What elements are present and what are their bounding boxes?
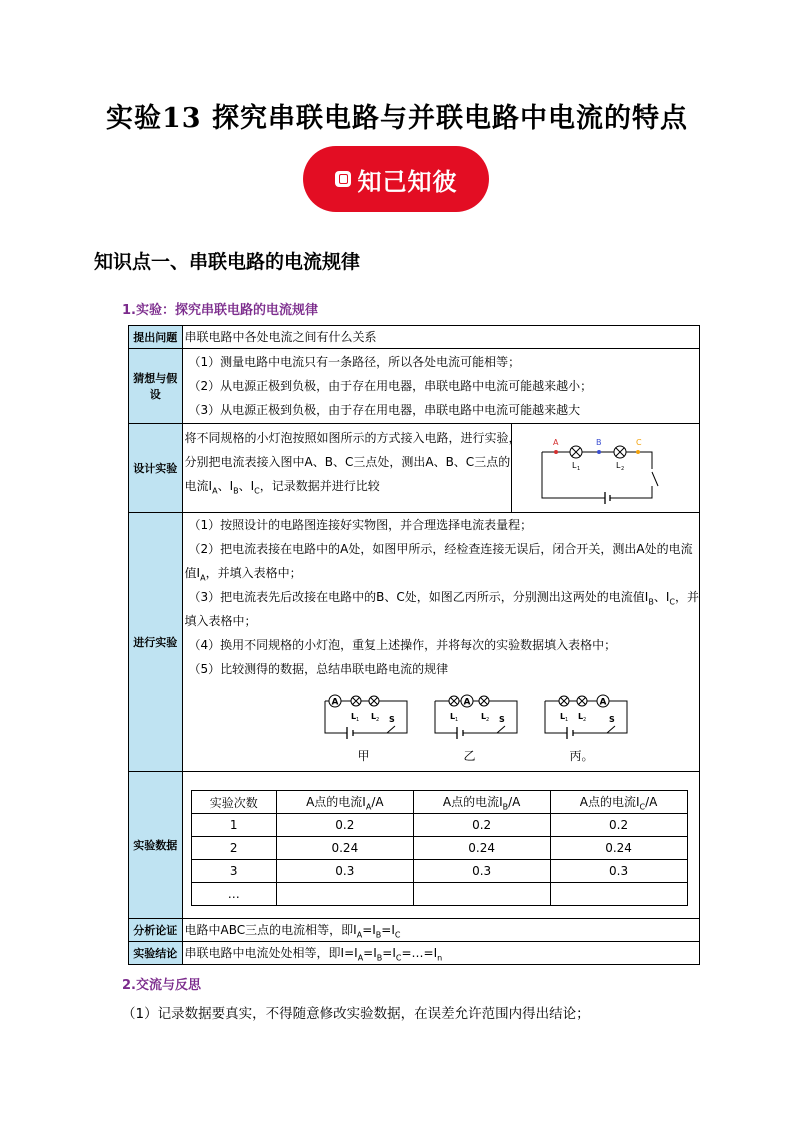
svg-text:A: A xyxy=(599,697,607,708)
table-row: 2 0.24 0.24 0.24 xyxy=(191,837,687,860)
caption-bing: 丙。 xyxy=(569,749,594,763)
badge-button xyxy=(303,146,489,212)
svg-text:S: S xyxy=(608,715,615,724)
header-b: A点的电流$I_B/A$ xyxy=(413,791,550,814)
label-analysis: 分析论证 xyxy=(129,919,183,942)
row-hypothesis xyxy=(129,349,700,424)
svg-text:2: 2 xyxy=(582,717,586,723)
circuit-yi xyxy=(431,691,521,743)
row-conclusion xyxy=(129,942,700,965)
hypothesis-text: （1）测量电路中电流只有一条路径，所以各处电流可能相等； （2）从电源正极到负极，由于存在用电器，串联电路中电流可能越来越小； （3）从电源正极到负极，由于存在用电器，串联电路中电流可能越来越大 xyxy=(182,349,699,424)
question-text: 串联电路中各处电流之间有什么关系 xyxy=(182,326,699,349)
svg-text:S: S xyxy=(388,715,395,724)
svg-text:L: L xyxy=(480,712,486,721)
caption-jia: 甲 xyxy=(357,749,370,763)
data-table xyxy=(191,790,688,906)
page-title: 实验13 探究串联电路与并联电路中电流的特点 xyxy=(106,103,688,134)
row-analysis xyxy=(129,919,700,942)
row-procedure xyxy=(129,513,700,772)
point-a-label: A xyxy=(552,438,559,447)
svg-text:L: L xyxy=(370,712,376,721)
measurement-circuits xyxy=(311,691,641,743)
label-hypothesis: 猜想与假设 xyxy=(129,349,183,424)
svg-text:L: L xyxy=(577,712,583,721)
svg-text:L: L xyxy=(350,712,356,721)
design-text: 将不同规格的小灯泡按照如图所示的方式接入电路，进行实验， 分别把电流表接入图中A、B、C三点处，测出A、B、C三点的 电流$I_A$、$I_B$、$I_C$，记录数据并进行比较 xyxy=(184,431,521,496)
svg-text:L: L xyxy=(571,461,577,470)
circuit-jia xyxy=(321,691,411,743)
analysis-text: 电路中ABC三点的电流相等，即$I_A=I_B=I_C$ xyxy=(182,919,699,942)
svg-text:2: 2 xyxy=(375,717,379,723)
svg-text:1: 1 xyxy=(355,717,359,723)
svg-text:L: L xyxy=(615,461,621,470)
header-c: A点的电流$I_C/A$ xyxy=(550,791,687,814)
row-question xyxy=(129,326,700,349)
svg-text:1: 1 xyxy=(576,466,580,472)
subheading-reflection: 2.交流与反思 xyxy=(122,978,201,993)
header-count: 实验次数 xyxy=(191,791,276,814)
svg-text:L: L xyxy=(559,712,565,721)
row-design xyxy=(129,424,700,513)
table-row: 1 0.2 0.2 0.2 xyxy=(191,814,687,837)
circuit-bing xyxy=(541,691,631,743)
subheading-experiment: 1.实验：探究串联电路的电流规律 xyxy=(122,303,318,318)
table-row: … xyxy=(191,883,687,906)
section-heading: 知识点一、串联电路的电流规律 xyxy=(94,251,361,273)
svg-text:L: L xyxy=(449,712,455,721)
reflection-item: （1）记录数据要真实，不得随意修改实验数据，在误差允许范围内得出结论； xyxy=(122,1006,590,1022)
svg-text:A: A xyxy=(463,697,471,708)
label-question: 提出问题 xyxy=(129,326,183,349)
row-data xyxy=(129,772,700,919)
point-c-label: C xyxy=(635,438,642,447)
table-header-row xyxy=(191,791,687,814)
svg-text:2: 2 xyxy=(620,466,624,472)
bookmark-icon xyxy=(335,171,351,187)
label-design: 设计实验 xyxy=(129,424,183,513)
label-procedure: 进行实验 xyxy=(129,513,183,772)
svg-text:2: 2 xyxy=(485,717,489,723)
table-row: 3 0.3 0.3 0.3 xyxy=(191,860,687,883)
header-a: A点的电流$I_A/A$ xyxy=(276,791,413,814)
caption-yi: 乙 xyxy=(463,749,476,763)
svg-text:S: S xyxy=(498,715,505,724)
procedure-text: （1）按照设计的电路图连接好实物图，并合理选择电流表量程； （2）把电流表接在电路中的A处，如图甲所示，经检查连接无误后，闭合开关，测出A处的电流 值$I_A$，并填入表格中； （3）把电流表先后改接在电路中的B、C处，如图乙丙所示，分别测出这两处的电流值$I_B$、$I_C$，并 填入表格中； （4）换用不同规格的小灯泡，重复上述操作，并将每次的实验数据填入表格中； （5）比较测得的数据，总结串联电路电流的规律 A L 1 L 2 S A L 1 L 2 S A L 1 L 2 S 甲 乙 丙。 xyxy=(182,513,699,772)
badge-label: 知己知彼 xyxy=(357,167,458,196)
svg-text:1: 1 xyxy=(564,717,568,723)
circuit-diagram xyxy=(511,424,699,512)
label-data: 实验数据 xyxy=(129,772,183,919)
svg-text:1: 1 xyxy=(454,717,458,723)
point-b-label: B xyxy=(595,438,602,447)
svg-text:A: A xyxy=(331,697,339,708)
experiment-table xyxy=(128,325,700,965)
label-conclusion: 实验结论 xyxy=(129,942,183,965)
conclusion-text: 串联电路中电流处处相等，即$I=I_A=I_B=I_C=\dots=I_n$ xyxy=(182,942,699,965)
